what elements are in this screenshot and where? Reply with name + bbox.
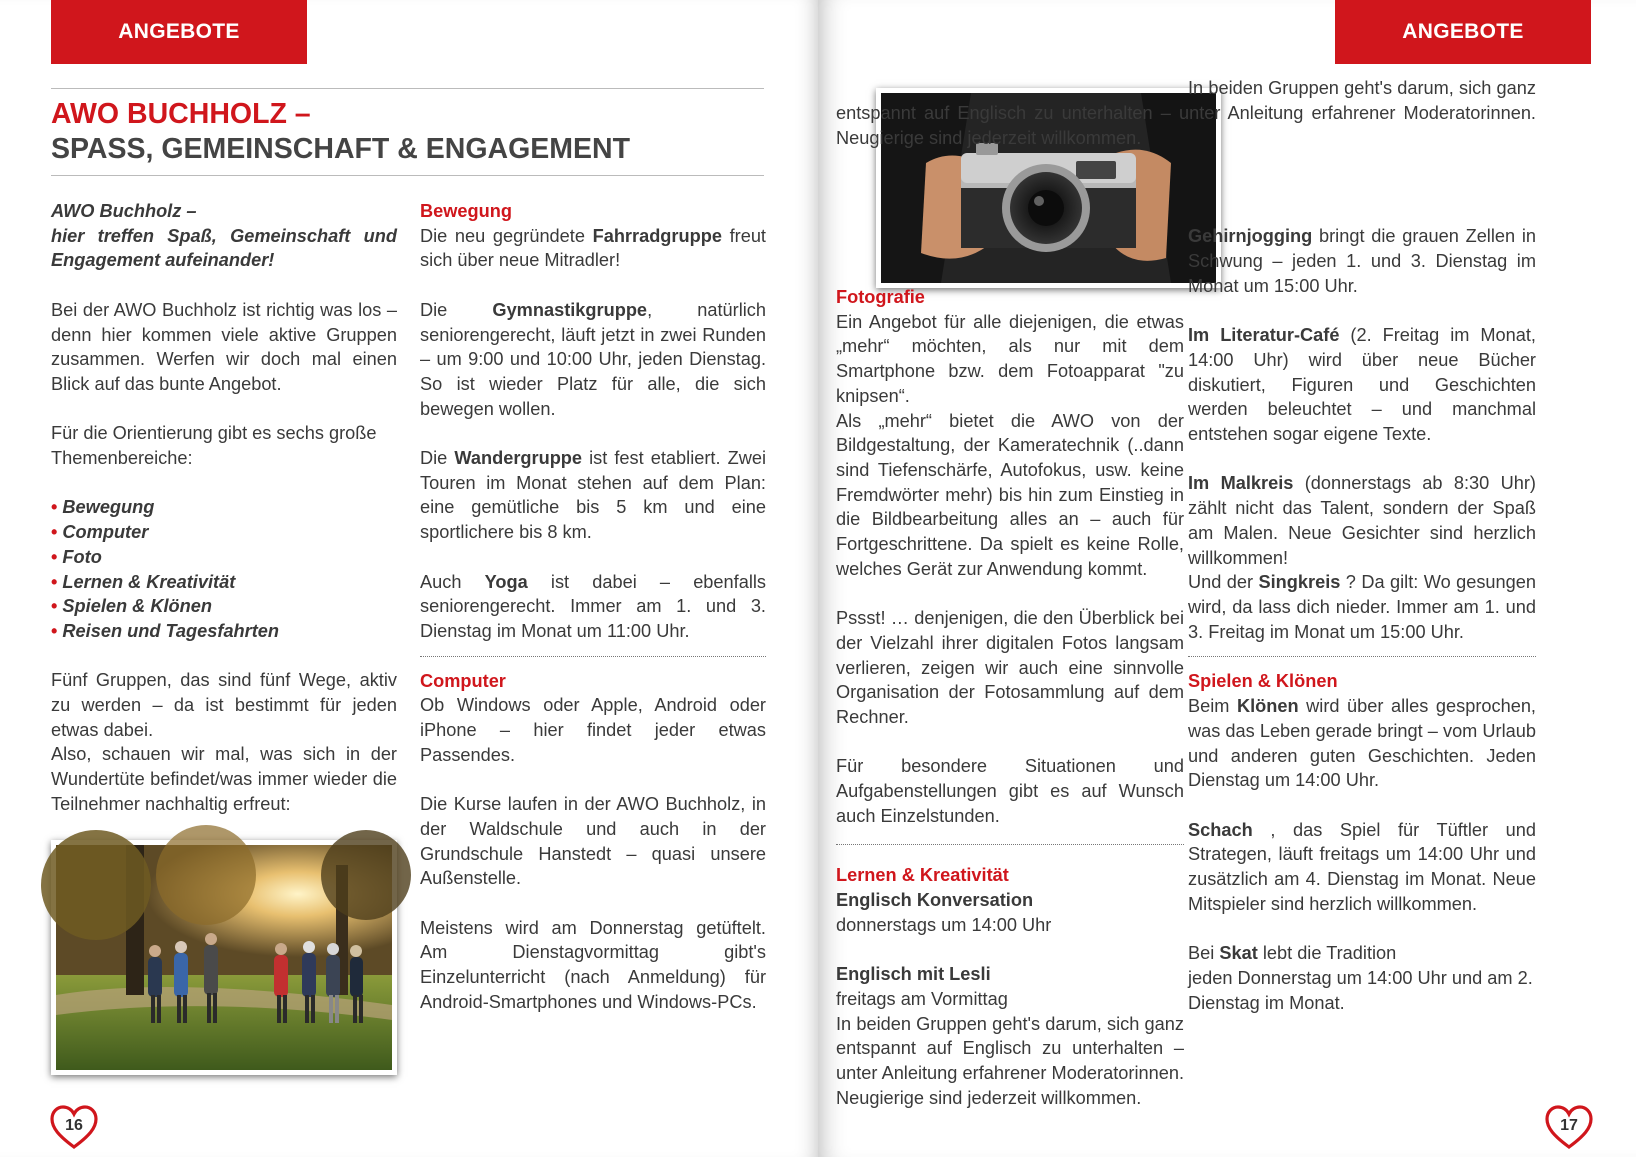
heading-lernen: Lernen & Kreativität — [836, 865, 1009, 886]
paragraph-schach: Schach , das Spiel für Tüftler und Strategen, läuft freitags um 14:00 Uhr und zusätzlich am 4. Dienstag im Monat. Neue Mitspieler sind herzlich willkommen. — [1188, 819, 1536, 914]
paragraph-fotografie-2: Als „mehr“ bietet die AWO von der Bildgestaltung, der Kameratechnik (..dann sind Tiefenschärfe, Autofokus, usw. keine Fremdwörter mehr) bis hin zum Einstieg in die Bildbearbeitung alles an – auch für Fortgeschrittene. Da spielt es keine Rolle, welches Gerät zur Anwendung kommt. — [836, 410, 1184, 579]
heading-bewegung: Bewegung — [420, 201, 512, 221]
intro-paragraph-1: Bei der AWO Buchholz ist richtig was los – denn hier kommen viele aktive Gruppen zusammen. Werfen wir doch mal einen Blick auf das bunte Angebot. — [51, 299, 397, 394]
page-title — [51, 88, 764, 176]
paragraph-fotografie-1: Ein Angebot für alle diejenigen, die etwas „mehr“ möchten, als nur mit dem Smartphone bzw. dem Fotoapparat "zu knipsen“. — [836, 311, 1184, 406]
paragraph-wandergruppe: Die Wandergruppe ist fest etabliert. Zwei Touren im Monat stehen auf dem Plan: eine gemütliche bis 5 km und eine sportlichere bis 8 km. — [420, 448, 767, 543]
intro-paragraph-4: Also, schauen wir mal, was sich in der Wundertüte befindet/was immer wieder die Teilnehmer nachhaltig erfreut: — [51, 744, 397, 814]
paragraph-beide-gruppen-start: In beiden Gruppen geht's darum, sich ganz entspannt auf Englisch zu unterhalten – unter Anleitung erfahrener Moderatorinnen. Neugierige sind jederzeit willkommen. — [836, 1013, 1184, 1108]
paragraph-beide-gruppen-continued: In beiden Gruppen geht's darum, sich ganz entspannt auf Englisch zu unterhalten – unter Anleitung erfahrener Moderatorinnen. Neugierige sind jederzeit willkommen. — [836, 78, 1536, 148]
heading-computer: Computer — [420, 670, 506, 691]
paragraph-gymnastikgruppe: Die Gymnastikgruppe, natürlich seniorengerecht, läuft jetzt in zwei Runden – um 9:00 und 10:00 Uhr, jeden Dienstag. So ist wieder Platz für alle, die sich bewegen wollen. — [420, 299, 766, 419]
text-englisch-lesli: freitags am Vormittag — [836, 988, 1008, 1009]
paragraph-kloenen: Beim Klönen wird über alles gesprochen, was das Leben gerade bringt – vom Urlaub und anderen guten Geschichten. Jeden Dienstag um 14:00 Uhr. — [1188, 696, 1536, 791]
page-number-heart — [1544, 1104, 1594, 1150]
photo-park-exercise — [51, 840, 397, 1075]
page-number-heart — [49, 1104, 99, 1150]
section-divider — [420, 656, 766, 657]
page-number: 17 — [1560, 1117, 1578, 1134]
paragraph-skat: Bei Skat lebt die Tradition — [1188, 943, 1397, 964]
paragraph-literatur-cafe: Im Literatur-Café (2. Freitag im Monat, 14:00 Uhr) wird über neue Bücher diskutiert, Figuren und Geschichten werden beleuchtet – und manchmal entstehen sogar eigene Texte. — [1188, 325, 1536, 445]
list-item: • Reisen und Tagesfahrten — [51, 620, 280, 641]
intro-bold-2: hier treffen Spaß, Gemeinschaft und Engagement aufeinander! — [51, 225, 397, 271]
text-englisch-konversation: donnerstags um 14:00 Uhr — [836, 914, 1052, 935]
paragraph-fotografie-4: Für besondere Situationen und Aufgabenstellungen gibt es auf Wunsch auch Einzelstunden. — [836, 756, 1184, 826]
list-item: • Spielen & Klönen — [51, 596, 212, 617]
section-divider — [836, 844, 1184, 845]
intro-bold-1: AWO Buchholz – — [51, 201, 197, 221]
subheading-englisch-konversation: Englisch Konversation — [836, 890, 1034, 911]
paragraph-malkreis: Im Malkreis (donnerstags ab 8:30 Uhr) zählt nicht das Talent, sondern der Spaß am Malen. Neue Gesichter sind herzlich willkommen! — [1188, 473, 1536, 568]
paragraph-computer-1: Ob Windows oder Apple, Android oder iPhone – hier findet jeder etwas Passendes. — [420, 695, 766, 765]
column-fotografie-lernen — [836, 285, 1184, 1108]
page-right — [818, 0, 1636, 1157]
paragraph-computer-3: Meistens wird am Donnerstag getüftelt. Am Dienstagvormittag gibt's Einzelunterricht (nach Anmeldung) für Android-Smartphones und Windows-PCs. — [420, 917, 766, 1012]
page-number: 16 — [65, 1117, 83, 1134]
intro-paragraph-3: Fünf Gruppen, das sind fünf Wege, aktiv zu werden – da ist bestimmt für jeden etwas dabei. — [51, 670, 397, 740]
intro-paragraph-2: Für die Orientierung gibt es sechs große Themenbereiche: — [51, 423, 377, 468]
paragraph-yoga: Auch Yoga ist dabei – ebenfalls seniorengerecht. Immer am 1. und 3. Dienstag im Monat um 11:00 Uhr. — [420, 571, 766, 641]
column-bewegung-computer — [420, 199, 766, 1014]
list-item: • Bewegung — [51, 497, 155, 518]
subheading-englisch-lesli: Englisch mit Lesli — [836, 964, 991, 985]
section-divider — [1188, 656, 1536, 657]
paragraph-skat-2: jeden Donnerstag um 14:00 Uhr und am 2. Dienstag im Monat. — [1188, 967, 1533, 1013]
paragraph-fotografie-3: Pssst! … denjenigen, die den Überblick bei der Vielzahl ihrer digitalen Fotos langsam verlieren, zeigen wir auch eine sinnvolle Organisation der Fotosammlung auf dem Rechner. — [836, 608, 1184, 727]
list-item: • Lernen & Kreativität — [51, 571, 236, 592]
section-tab: ANGEBOTE — [1335, 0, 1591, 64]
topic-list — [51, 495, 397, 643]
paragraph-singkreis: Und der Singkreis ? Da gilt: Wo gesungen wird, da lass dich nieder. Immer am 1. und 3. Freitag im Monat um 15:00 Uhr. — [1188, 572, 1536, 642]
title-line-1: AWO BUCHHOLZ – — [51, 98, 311, 130]
list-item: • Computer — [51, 522, 149, 543]
section-tab: ANGEBOTE — [51, 0, 307, 64]
heading-fotografie: Fotografie — [836, 287, 925, 307]
list-item: • Foto — [51, 546, 102, 567]
heading-spielen: Spielen & Klönen — [1188, 671, 1338, 692]
intro-column — [51, 199, 397, 817]
paragraph-gehirnjogging: Gehirnjogging bringt die grauen Zellen in Schwung – jeden 1. und 3. Dienstag im Monat um 15:00 Uhr. — [1188, 226, 1536, 296]
title-line-2: SPASS, GEMEINSCHAFT & ENGAGEMENT — [51, 133, 631, 165]
paragraph-fahrradgruppe: Die neu gegründete Fahrradgruppe freut sich über neue Mitradler! — [420, 225, 766, 271]
paragraph-computer-2: Die Kurse laufen in der AWO Buchholz, in der Waldschule und auch in der Grundschule Hanstedt – quasi unsere Außenstelle. — [420, 794, 766, 889]
